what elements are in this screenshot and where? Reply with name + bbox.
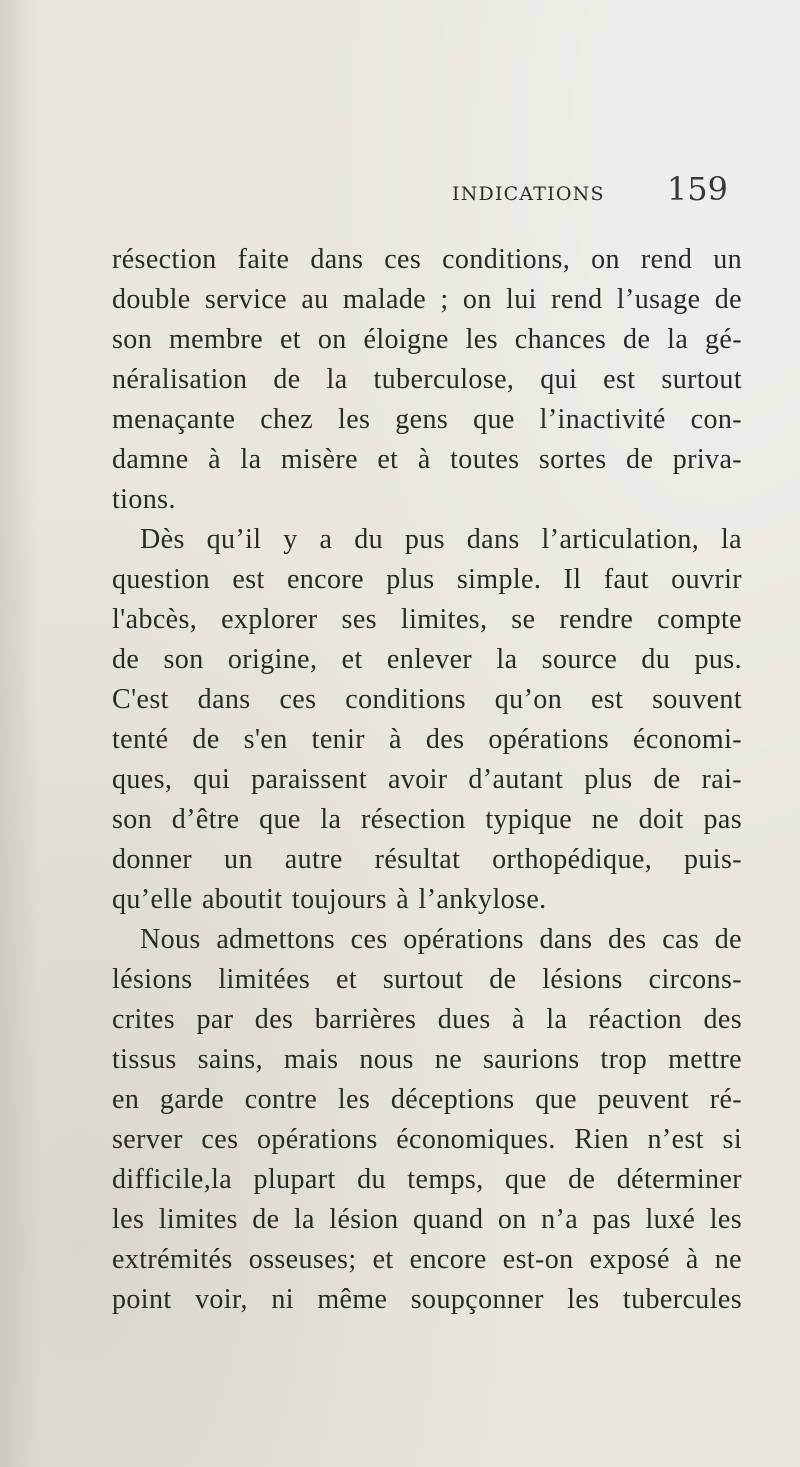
- text-line: server ces opérations économiques. Rien n’est si: [112, 1124, 742, 1155]
- running-head: [0, 170, 800, 218]
- text-line: néralisation de la tuberculose, qui est surtout: [112, 364, 742, 395]
- text-line: tions.: [112, 484, 176, 515]
- body-text: [112, 240, 742, 1320]
- text-line: crites par des barrières dues à la réaction des: [112, 1004, 742, 1035]
- text-line: son d’être que la résection typique ne doit pas: [112, 804, 742, 835]
- text-line: point voir, ni même soupçonner les tubercules: [112, 1284, 742, 1315]
- section-title: INDICATIONS: [452, 183, 605, 205]
- text-line: C'est dans ces conditions qu’on est souvent: [112, 684, 742, 715]
- page-number: 159: [666, 170, 728, 208]
- text-line: son membre et on éloigne les chances de la gé-: [112, 324, 742, 355]
- text-line: question est encore plus simple. Il faut ouvrir: [112, 564, 742, 595]
- text-line: tissus sains, mais nous ne saurions trop mettre: [112, 1044, 742, 1075]
- text-line: de son origine, et enlever la source du pus.: [112, 644, 742, 675]
- text-line: Dès qu’il y a du pus dans l’articulation, la: [140, 524, 742, 555]
- text-line: lésions limitées et surtout de lésions circons-: [112, 964, 742, 995]
- text-line: résection faite dans ces conditions, on rend un: [112, 244, 742, 275]
- text-line: difficile,la plupart du temps, que de déterminer: [112, 1164, 742, 1195]
- text-line: l'abcès, explorer ses limites, se rendre compte: [112, 604, 742, 635]
- text-line: double service au malade ; on lui rend l’usage de: [112, 284, 742, 315]
- text-line: extrémités osseuses; et encore est-on exposé à ne: [112, 1244, 742, 1275]
- text-line: tenté de s'en tenir à des opérations économi-: [112, 724, 742, 755]
- text-line: ques, qui paraissent avoir d’autant plus de rai-: [112, 764, 742, 795]
- text-line: donner un autre résultat orthopédique, puis-: [112, 844, 742, 875]
- text-line: en garde contre les déceptions que peuvent ré-: [112, 1084, 742, 1115]
- text-line: qu’elle aboutit toujours à l’ankylose.: [112, 884, 547, 915]
- text-line: Nous admettons ces opérations dans des cas de: [140, 924, 742, 955]
- text-line: les limites de la lésion quand on n’a pas luxé les: [112, 1204, 742, 1235]
- text-line: damne à la misère et à toutes sortes de priva-: [112, 444, 742, 475]
- text-line: menaçante chez les gens que l’inactivité con-: [112, 404, 742, 435]
